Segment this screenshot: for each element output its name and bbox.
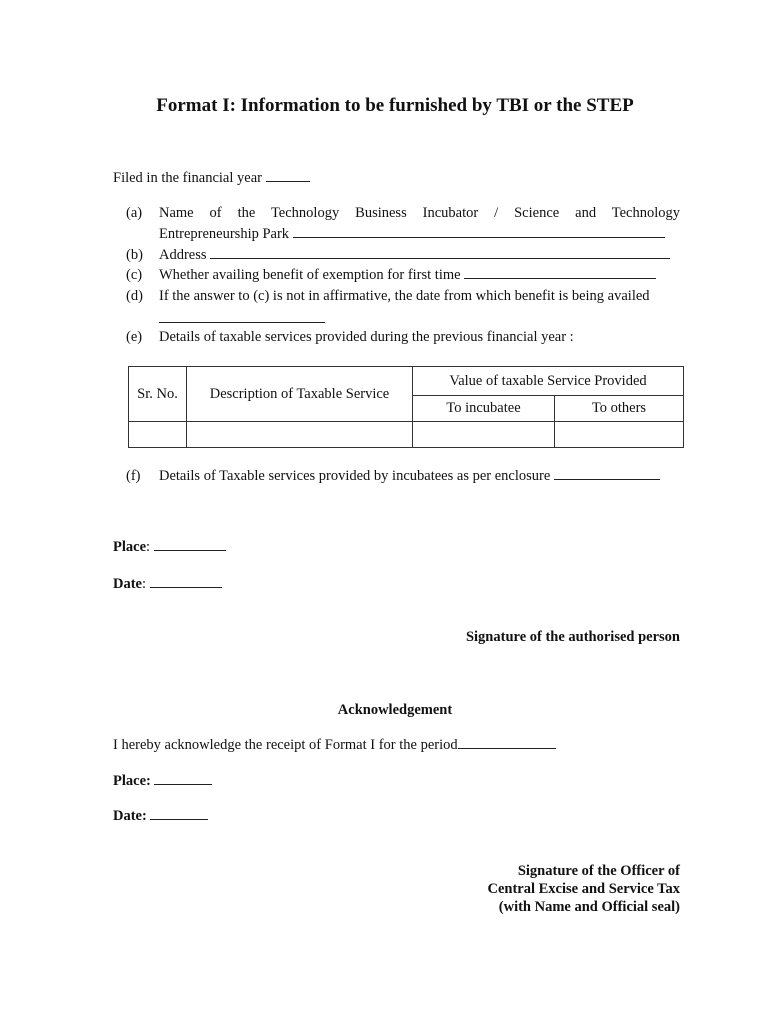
item-d-text: If the answer to (c) is not in affirmative, the date from which benefit is being availed [159, 288, 650, 304]
item-a-line2 [159, 226, 665, 243]
ack-place-label: Place: [113, 773, 151, 789]
financial-year-blank[interactable] [266, 180, 310, 182]
ack-place-blank[interactable] [154, 783, 212, 785]
place-label: Place [113, 539, 147, 555]
ack-date-blank[interactable] [150, 818, 208, 820]
officer-signature-line1: Signature of the Officer of [517, 863, 680, 879]
enclosure-blank[interactable] [554, 478, 660, 480]
item-a-text: Name of the Technology Business Incubator / Science and Technology [159, 205, 680, 221]
financial-year-label: Filed in the financial year [113, 170, 262, 186]
item-e-mark: (e) [126, 329, 143, 345]
item-f-line [159, 468, 660, 485]
table-row [129, 422, 684, 448]
officer-signature-line2: Central Excise and Service Tax [487, 881, 680, 897]
item-a-label2: Entrepreneurship Park [159, 226, 290, 242]
cell-description[interactable] [187, 422, 413, 448]
header-sr-no: Sr. No. [129, 367, 187, 422]
address-label: Address [159, 247, 207, 263]
exemption-blank[interactable] [464, 277, 656, 279]
period-blank[interactable] [458, 747, 556, 749]
acknowledgement-text: I hereby acknowledge the receipt of Format I for the period [113, 737, 458, 753]
acknowledgement-heading: Acknowledgement [337, 702, 453, 718]
cell-to-others[interactable] [555, 422, 684, 448]
header-to-incubatee: To incubatee [413, 396, 555, 422]
ack-place-line [113, 773, 212, 790]
financial-year-line [113, 170, 310, 187]
item-e-text: Details of taxable services provided during the previous financial year : [159, 329, 574, 345]
item-b-mark: (b) [126, 247, 143, 263]
authorised-signature-label: Signature of the authorised person [465, 629, 680, 645]
enclosure-label: Details of Taxable services provided by incubatees as per enclosure [159, 468, 551, 484]
tbi-name-blank[interactable] [293, 236, 665, 238]
date-line: Date: [113, 576, 222, 593]
officer-signature-line3: (with Name and Official seal) [498, 899, 680, 915]
place-line: Place: [113, 539, 226, 556]
header-value-provided: Value of taxable Service Provided [413, 367, 684, 396]
ack-date-label: Date: [113, 808, 147, 824]
item-c-mark: (c) [126, 267, 143, 283]
item-b-line [159, 247, 670, 264]
cell-sr-no[interactable] [129, 422, 187, 448]
item-a-mark: (a) [126, 205, 143, 221]
officer-signature-block [487, 862, 680, 916]
ack-date-line [113, 808, 208, 825]
acknowledgement-line [113, 737, 556, 754]
header-description: Description of Taxable Service [187, 367, 413, 422]
benefit-date-blank[interactable] [159, 321, 325, 323]
form-title: Format I: Information to be furnished by TBI or the STEP [156, 95, 634, 116]
header-to-others: To others [555, 396, 684, 422]
item-f-mark: (f) [126, 468, 141, 484]
date-blank[interactable] [150, 586, 222, 588]
date-label: Date [113, 576, 142, 592]
address-blank[interactable] [210, 257, 670, 259]
place-blank[interactable] [154, 549, 226, 551]
cell-to-incubatee[interactable] [413, 422, 555, 448]
item-d-mark: (d) [126, 288, 143, 304]
exemption-label: Whether availing benefit of exemption for first time [159, 267, 461, 283]
item-c-line [159, 267, 656, 284]
taxable-services-table [128, 366, 684, 448]
